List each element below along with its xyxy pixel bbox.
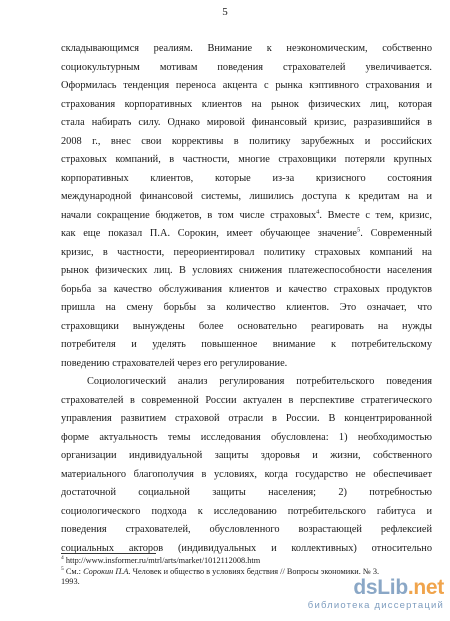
text-line: Оформилась тенденция переноса акцента с рынка кэптивного страхования и	[61, 80, 432, 91]
footnote-ref[interactable]: 5	[357, 226, 361, 234]
text-line: страховых компаний, в частности, многие страховщики потеряли крупных	[61, 154, 432, 165]
text-line: социологического подхода к исследованию потребительского габитуса и	[61, 505, 432, 517]
text-line: 2008 г., внес свои коррективы в политику зарубежных и российских	[61, 135, 432, 147]
text-line: страховщики вынуждены более основательно реагировать на нужды	[61, 320, 432, 332]
text-line: форме актуальность темы исследования обусловлена: 1) необходимостью	[61, 431, 432, 443]
footnote	[61, 556, 432, 567]
text-line	[61, 207, 432, 226]
text-line: поведения страхователей, обусловленного возрастающей рефлексией	[61, 524, 432, 535]
text-line: материального благополучия в условиях, когда государство не обеспечивает	[61, 468, 432, 480]
text-line: пришла на смену борьбы за количество клиентов. Это означает, что	[61, 302, 432, 313]
logo-domain: .net	[407, 576, 444, 599]
dslib-watermark	[276, 577, 444, 617]
footnote-text: См.:	[63, 566, 84, 576]
text-line: международной финансовой системы, лишились доступа к кредитам на и	[61, 191, 432, 202]
text-line: складывающимся реалиям. Внимание к неэкономическим, собственно	[61, 43, 432, 54]
text-line: социокультурным мотивам поведения страхователей увеличивается.	[61, 61, 432, 73]
footnote-marker: 5	[61, 565, 64, 572]
text-line: страхователей в современной России актуален в перспективе стратегического	[61, 394, 432, 406]
text-fragment: . Современный	[360, 228, 432, 239]
text-line: Социологический анализ регулирования потребительского поведения	[87, 376, 432, 387]
page-number: 5	[222, 6, 228, 18]
footnote-marker: 4	[61, 555, 64, 562]
text-line: управления развитием страховой отрасли в России. В концентрированной	[61, 413, 432, 424]
text-line: корпоративных клиентов, которые из-за кризисного состояния	[61, 172, 432, 184]
text-fragment: начали сокращение бюджетов, в том числе страховых	[61, 209, 317, 221]
watermark-tagline: библиотека диссертаций	[307, 600, 444, 611]
text-line	[61, 225, 432, 244]
logo-main: dsLib	[353, 576, 408, 599]
text-line: борьба за качество обслуживания клиентов и качество страховых продуктов	[61, 283, 432, 295]
main-text	[61, 40, 432, 558]
text-line: страхования корпоративных клиентов на рынок физических лиц, которая	[61, 98, 432, 110]
text-line: организации индивидуальной защиты здоровья и жизни, собственного	[61, 450, 432, 461]
footnote-divider	[61, 553, 156, 554]
footnote-ref[interactable]: 4	[316, 208, 320, 216]
text-line: достаточной социальной защиты населения; 2) потребностью	[61, 487, 432, 498]
text-line: поведению страхователей через его регулирование.	[61, 357, 288, 369]
text-fragment: как еще показал П.А. Сорокин, имеет обучающее значение	[61, 228, 357, 239]
text-line: социальных акторов (индивидуальных и коллективных) относительно	[61, 542, 432, 554]
text-fragment: . Вместе с тем, кризис,	[319, 209, 432, 221]
text-line: кризис, в частности, переориентировал политику страховых компаний на	[61, 246, 432, 258]
text-line: стала набирать силу. Однако мировой финансовый кризис, разразившийся в	[61, 117, 432, 128]
dslib-logo	[276, 577, 444, 599]
footnote-continuation: 1993.	[61, 577, 80, 586]
footnote-link[interactable]: http://www.insformer.ru/mtrl/arts/market/1012112008.htm	[63, 556, 261, 565]
footnote-text: Человек и общество в условиях бедствия // Вопросы экономики. № 3.	[130, 566, 380, 576]
text-line: рынок физических лиц. В условиях снижения платежеспособности населения	[61, 265, 432, 276]
footnote-author: Сорокин П.А.	[83, 566, 131, 576]
text-line: потребителя и уделять повышенное внимание к потребительскому	[61, 339, 432, 350]
